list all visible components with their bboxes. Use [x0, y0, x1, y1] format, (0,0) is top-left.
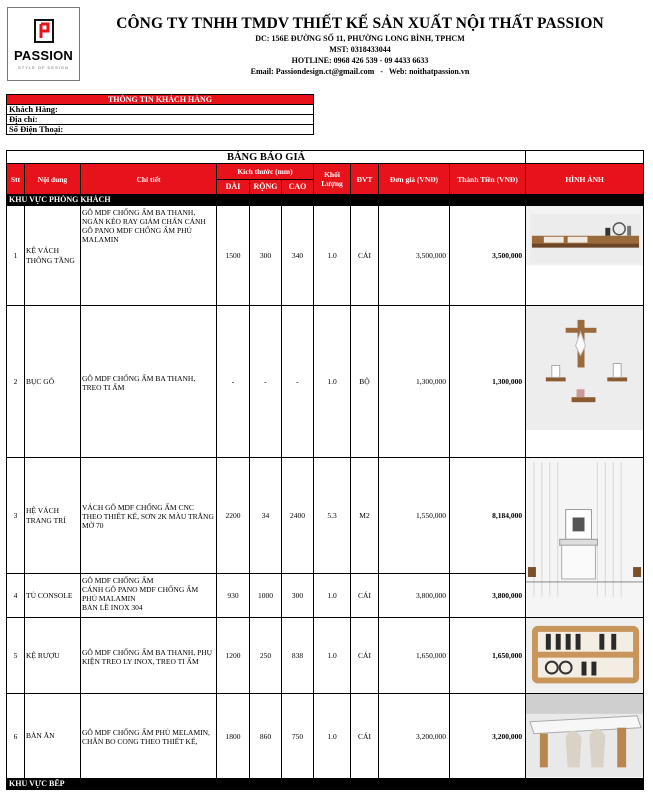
row-detail: VÁCH GỖ MDF CHỐNG ẨM CNC THEO THIẾT KẾ, SƠN 2K MÀU TRẮNG MỜ 70 [81, 458, 217, 574]
customer-phone-field[interactable]: Số Điện Thoại: [7, 125, 314, 135]
row-height: 340 [282, 206, 314, 306]
company-address: DC: 156E ĐƯỜNG SỐ 11, PHƯỜNG LONG BÌNH, TPHCM [255, 34, 465, 43]
row-unit: M2 [351, 458, 379, 574]
row-volume: 1.0 [314, 206, 351, 306]
quotation-table [6, 150, 644, 790]
logo-tagline: STYLE OF DESIGN [18, 65, 69, 70]
row-volume: 1.0 [314, 618, 351, 694]
table-row [7, 306, 644, 458]
passion-logo-icon [33, 18, 55, 44]
row-image [526, 458, 644, 618]
row-name: KỆ RƯỢU [25, 618, 81, 694]
tv-shelf-image [526, 206, 643, 305]
row-volume: 1.0 [314, 306, 351, 458]
company-logo [7, 7, 80, 81]
table-row [7, 618, 644, 694]
header-height: CAO [282, 179, 314, 195]
header-volume: Khối Lượng [314, 164, 351, 195]
row-image [526, 618, 644, 694]
table-row [7, 206, 644, 306]
header-dimensions: Kích thước (mm) [217, 164, 314, 180]
row-total: 3,200,000 [450, 694, 526, 778]
row-height: 838 [282, 618, 314, 694]
row-name: TỦ CONSOLE [25, 574, 81, 618]
row-detail: GỖ MDF CHỐNG ẨM PHỦ MELAMIN, CHÂN BO CONG THEO THIẾT KẾ, [81, 694, 217, 778]
customer-info-heading: THÔNG TIN KHÁCH HÀNG [7, 95, 314, 105]
row-total: 8,184,000 [450, 458, 526, 574]
row-detail: GỖ MDF CHỐNG ẨM CÁNH GỖ PANO MDF CHỐNG ẨM PHỦ MALAMIN BẢN LỀ INOX 304 [81, 574, 217, 618]
customer-info-table [6, 94, 314, 135]
dining-table-image [526, 694, 643, 777]
row-length: 2200 [217, 458, 250, 574]
section-living-room: KHU VỰC PHÒNG KHÁCH [7, 195, 644, 206]
section-kitchen: KHU VỰC BẾP [7, 778, 644, 789]
company-contact: Email: Passiondesign.ct@gmail.com - Web: noithatpassion.vn [250, 67, 470, 76]
company-hotline: HOTLINE: 0968 426 539 - 09 4433 6633 [291, 56, 429, 65]
row-stt: 4 [7, 574, 25, 618]
row-unit-price: 1,550,000 [379, 458, 450, 574]
row-width: 34 [250, 458, 282, 574]
row-length: 930 [217, 574, 250, 618]
altar-shelves-image [526, 306, 643, 457]
row-width: 300 [250, 206, 282, 306]
row-detail: GỖ MDF CHỐNG ẨM BA THANH, NGĂN KÉO RAY GIẢM CHẤN CÁNH GỖ PANO MDF CHỐNG ẨM PHỦ MALAMIN [81, 206, 217, 306]
row-unit-price: 3,800,000 [379, 574, 450, 618]
row-stt: 1 [7, 206, 25, 306]
table-row [7, 694, 644, 778]
header-width: RỘNG [250, 179, 282, 195]
row-height: 300 [282, 574, 314, 618]
row-total: 3,800,000 [450, 574, 526, 618]
wall-panel-image [526, 458, 643, 617]
row-unit-price: 3,500,000 [379, 206, 450, 306]
header-detail: Chi tiết [81, 164, 217, 195]
header-stt: Stt [7, 164, 25, 195]
wine-rack-image [526, 618, 643, 693]
logo-name: PASSION [14, 48, 73, 63]
row-volume: 1.0 [314, 694, 351, 778]
row-image [526, 306, 644, 458]
header-unit: ĐVT [351, 164, 379, 195]
row-volume: 5.3 [314, 458, 351, 574]
row-total: 1,650,000 [450, 618, 526, 694]
row-unit-price: 3,200,000 [379, 694, 450, 778]
row-name: HỆ VÁCH TRANG TRÍ [25, 458, 81, 574]
row-unit: BỘ [351, 306, 379, 458]
header-total: Thành Tiền (VNĐ) [450, 164, 526, 195]
company-tax-id: MST: 0318433044 [329, 45, 391, 54]
customer-address-field[interactable]: Địa chỉ: [7, 115, 314, 125]
row-length: 1500 [217, 206, 250, 306]
row-stt: 3 [7, 458, 25, 574]
company-name: CÔNG TY TNHH TMDV THIẾT KẾ SẢN XUẤT NỘI THẤT PASSION [116, 15, 604, 32]
row-name: KỆ VÁCH THÔNG TẦNG [25, 206, 81, 306]
row-detail: GỖ MDF CHỐNG ẨM BA THANH, PHỤ KIỆN TREO LY INOX, TREO TI ẨM [81, 618, 217, 694]
row-width: 250 [250, 618, 282, 694]
row-stt: 5 [7, 618, 25, 694]
row-total: 3,500,000 [450, 206, 526, 306]
row-height: - [282, 306, 314, 458]
row-unit: CÁI [351, 206, 379, 306]
row-unit: CÁI [351, 618, 379, 694]
row-height: 750 [282, 694, 314, 778]
row-unit: CÁI [351, 694, 379, 778]
row-width: 860 [250, 694, 282, 778]
row-unit: CÁI [351, 574, 379, 618]
header-image: HÌNH ẢNH [526, 164, 644, 195]
row-unit-price: 1,300,000 [379, 306, 450, 458]
row-stt: 2 [7, 306, 25, 458]
row-stt: 6 [7, 694, 25, 778]
row-unit-price: 1,650,000 [379, 618, 450, 694]
row-total: 1,300,000 [450, 306, 526, 458]
header-content: Nội dung [25, 164, 81, 195]
row-length: 1200 [217, 618, 250, 694]
row-length: - [217, 306, 250, 458]
quote-title: BẢNG BÁO GIÁ [7, 151, 526, 164]
row-width: - [250, 306, 282, 458]
row-name: BỤC GỖ [25, 306, 81, 458]
row-image [526, 694, 644, 778]
header-length: DÀI [217, 179, 250, 195]
row-length: 1800 [217, 694, 250, 778]
quote-title-blank [526, 151, 644, 164]
row-name: BÀN ĂN [25, 694, 81, 778]
row-image [526, 206, 644, 306]
table-row [7, 458, 644, 574]
row-height: 2400 [282, 458, 314, 574]
header-unit-price: Đơn giá (VNĐ) [379, 164, 450, 195]
row-width: 1000 [250, 574, 282, 618]
row-detail: GỖ MDF CHỐNG ẨM BA THANH, TREO TI ẨM [81, 306, 217, 458]
customer-name-field[interactable]: Khách Hàng: [7, 105, 314, 115]
row-volume: 1.0 [314, 574, 351, 618]
